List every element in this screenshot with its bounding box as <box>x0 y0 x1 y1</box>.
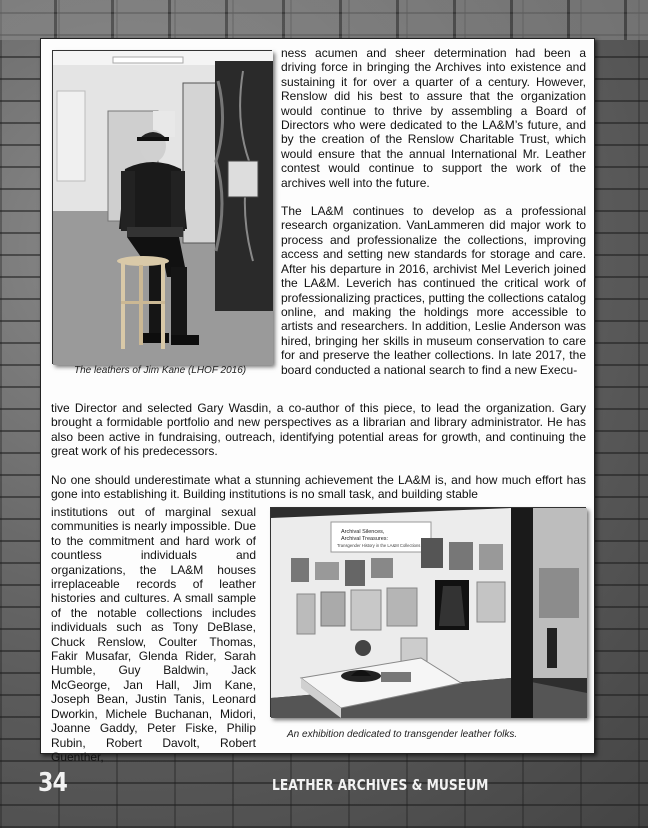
paragraph-professional-development: The LA&M continues to develop as a professional research organization. VanLammeren did major work to process and professionalize the collections, improving access and setting new standards for storage and care. After his departure in 2016, archivist Mel Leverich joined the LA&M. Leverich has continued the critical work of professionalizing practices, putting the collections catalog online, and making the holdings more accessible to artists and researchers. In addition, Leslie Anderson was hired, bringing her skills in museum conservation to care for and preserve the leather collections. In late 2017, the board conducted a national search to find a new Execu- <box>281 204 586 377</box>
mannequin-photo-illustration <box>53 51 273 365</box>
exhibit-sign-line3: Transgender History in the LA&M Collections <box>337 543 421 548</box>
exhibit-sign-line1: Archival Silences, <box>341 529 385 535</box>
page-footer <box>0 762 648 828</box>
photo-transgender-exhibition <box>270 507 586 717</box>
left-column-text <box>51 505 256 764</box>
exhibition-photo-illustration <box>271 508 587 718</box>
right-column-text <box>281 46 586 401</box>
page-number: 34 <box>38 768 68 798</box>
paragraph-renslow-legacy: ness acumen and sheer determination had been a driving force in bringing the Archives into existence and sustaining it for over a quarter of a century. However, Renslow did his best to assure that the organization would continue to thrive by assembling a Board of Directors who were dedicated to the LA&M’s future, and by the creation of the Renslow Charitable Trust, which would ensure that the annual International Mr. Leather contest would continue to support the work of the archives well into the future. <box>281 46 586 190</box>
publication-name: LEATHER ARCHIVES & MUSEUM <box>272 776 489 794</box>
photo-jim-kane-leathers <box>52 50 272 364</box>
caption-photo2: An exhibition dedicated to transgender leather folks. <box>287 729 518 740</box>
page-panel <box>40 38 595 764</box>
paragraph-collections: institutions out of marginal sexual communities is nearly impossible. Due to the commitment and hard work of countless individuals and organizations, the LA&M houses irreplaceable records of leather histories and cultures. A small sample of the notable collections includes individuals such as Tony DeBlase, Chuck Renslow, Coulter Thomas, Fakir Musafar, Glenda Rider, Sarah Humble, Guy Baldwin, Jack McGeorge, Jan Hall, Jim Kane, Joseph Bean, Justin Tanis, Leonard Dworkin, Michele Buchanan, Midori, Joanne Gaddy, Peter Fiske, Philip Rubin, Robert Davolt, Robert Guenther, <box>51 505 256 764</box>
exhibit-sign-line2: Archival Treasures: <box>341 536 389 542</box>
caption-photo1: The leathers of Jim Kane (LHOF 2016) <box>74 365 247 376</box>
brick-wall-background <box>0 0 648 40</box>
paragraph-gary-wasdin: tive Director and selected Gary Wasdin, a co-author of this piece, to lead the organization. Gary brought a formidable portfolio and new perspectives as a librarian and library administrator. He has also been active in fundraising, outreach, identifying potential areas for growth, and continuing the great work of his predecessors. <box>51 401 586 459</box>
paragraph-stunning-achievement: No one should underestimate what a stunning achievement the LA&M is, and how much effort has gone into establishing it. Building institutions is no small task, and building stable <box>51 472 586 502</box>
full-width-text <box>51 401 586 505</box>
